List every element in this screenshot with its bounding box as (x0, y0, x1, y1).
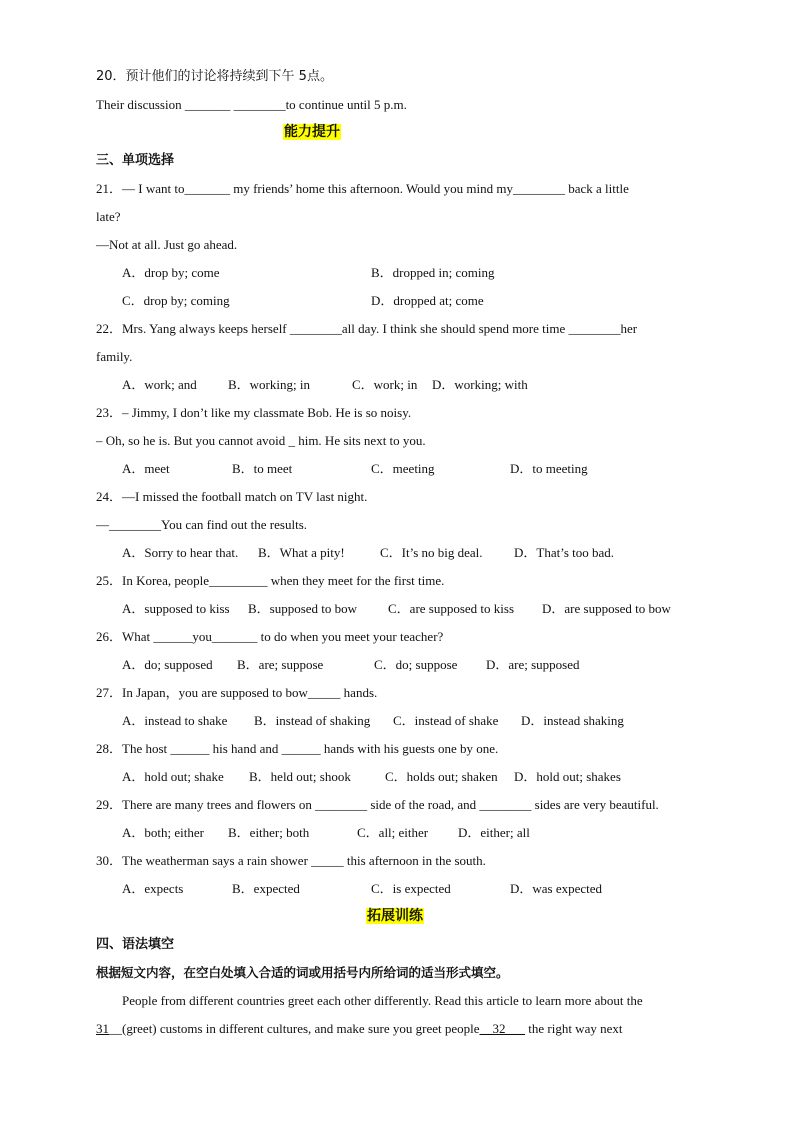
question-30-option-A[interactable]: A．expects (122, 881, 184, 896)
question-27-option-D[interactable]: D．instead shaking (521, 713, 624, 728)
question-22-option-C[interactable]: C．work; in (352, 377, 418, 392)
question-21-line-2: late? (96, 209, 121, 224)
question-22-line-2: family. (96, 349, 133, 364)
question-23-option-C[interactable]: C．meeting (371, 461, 435, 476)
question-25-option-A[interactable]: A．supposed to kiss (122, 601, 230, 616)
question-30-option-B[interactable]: B．expected (232, 881, 300, 896)
question-24-line-2: —________You can find out the results. (96, 517, 308, 532)
question-23-option-D[interactable]: D．to meeting (510, 461, 588, 476)
question-27-option-C[interactable]: C．instead of shake (393, 713, 499, 728)
question-29-line-1: 29．There are many trees and flowers on ________ side of the road, and ________ sides are very beautiful. (96, 797, 659, 812)
question-29-option-A[interactable]: A．both; either (122, 825, 204, 840)
question-23-option-A[interactable]: A．meet (122, 461, 170, 476)
question-21-option-A[interactable]: A．drop by; come (122, 265, 220, 280)
question-26-option-C[interactable]: C．do; suppose (374, 657, 458, 672)
question-22-option-B[interactable]: B．working; in (228, 377, 310, 392)
question-21-option-D[interactable]: D．dropped at; come (371, 293, 484, 308)
question-24-option-A[interactable]: A．Sorry to hear that. (122, 545, 239, 560)
question-21-option-C[interactable]: C．drop by; coming (122, 293, 230, 308)
question-26-line-1: 26．What ______you_______ to do when you meet your teacher? (96, 629, 444, 644)
question-28-option-C[interactable]: C．holds out; shaken (385, 769, 498, 784)
question-28-option-B[interactable]: B．held out; shook (249, 769, 351, 784)
question-23-line-2: – Oh, so he is. But you cannot avoid _ him. He sits next to you. (96, 433, 426, 448)
question-26-option-B[interactable]: B．are; suppose (237, 657, 324, 672)
q20-chinese: 20．预计他们的讨论将持续到下午 5点。 (96, 69, 333, 84)
question-28-option-A[interactable]: A．hold out; shake (122, 769, 224, 784)
question-29-option-C[interactable]: C．all; either (357, 825, 429, 840)
section-heading-ability: 能力提升 (284, 124, 340, 140)
question-22-option-A[interactable]: A．work; and (122, 377, 197, 392)
q20-english: Their discussion _______ ________to continue until 5 p.m. (96, 97, 407, 112)
question-30-line-1: 30．The weatherman says a rain shower _____ this afternoon in the south. (96, 853, 486, 868)
passage-line-2: 31__(greet) customs in different cultures, and make sure you greet people__32___ the right way next (96, 1021, 623, 1036)
question-25-line-1: 25．In Korea, people_________ when they meet for the first time. (96, 573, 445, 588)
question-21-line-1: 21．— I want to_______ my friends’ home this afternoon. Would you mind my________ back a little (96, 181, 629, 196)
question-27-line-1: 27．In Japan，you are supposed to bow_____ hands. (96, 685, 378, 700)
question-21-option-B[interactable]: B．dropped in; coming (371, 265, 495, 280)
question-30-option-C[interactable]: C．is expected (371, 881, 451, 896)
section3-title: 三、单项选择 (96, 153, 175, 168)
blank-31[interactable]: 31 (96, 1021, 109, 1036)
question-28-option-D[interactable]: D．hold out; shakes (514, 769, 621, 784)
question-25-option-B[interactable]: B．supposed to bow (248, 601, 358, 616)
question-24-option-D[interactable]: D．That’s too bad. (514, 545, 615, 560)
question-28-line-1: 28．The host ______ his hand and ______ hands with his guests one by one. (96, 741, 499, 756)
question-27-option-A[interactable]: A．instead to shake (122, 713, 228, 728)
question-25-option-C[interactable]: C．are supposed to kiss (388, 601, 515, 616)
question-21-line-3: —Not at all. Just go ahead. (96, 237, 238, 252)
question-24-option-B[interactable]: B．What a pity! (258, 545, 345, 560)
question-29-option-B[interactable]: B．either; both (228, 825, 310, 840)
section4-title: 四、语法填空 (96, 937, 175, 952)
question-22-line-1: 22．Mrs. Yang always keeps herself ________all day. I think she should spend more time ________her (96, 321, 638, 336)
question-22-option-D[interactable]: D．working; with (432, 377, 528, 392)
question-23-option-B[interactable]: B．to meet (232, 461, 293, 476)
blank-32[interactable]: __32___ (479, 1021, 525, 1036)
question-26-option-A[interactable]: A．do; supposed (122, 657, 213, 672)
question-29-option-D[interactable]: D．either; all (458, 825, 530, 840)
question-26-option-D[interactable]: D．are; supposed (486, 657, 580, 672)
passage-line-1: People from different countries greet each other differently. Read this article to learn more about the (122, 993, 643, 1008)
instruction-text: 根据短文内容，在空白处填入合适的词或用括号内所给词的适当形式填空。 (96, 965, 509, 980)
section-heading-extend: 拓展训练 (367, 908, 423, 924)
question-27-option-B[interactable]: B．instead of shaking (254, 713, 371, 728)
question-23-line-1: 23．– Jimmy, I don’t like my classmate Bob. He is so noisy. (96, 405, 412, 420)
question-30-option-D[interactable]: D．was expected (510, 881, 603, 896)
question-24-option-C[interactable]: C．It’s no big deal. (380, 545, 483, 560)
question-25-option-D[interactable]: D．are supposed to bow (542, 601, 671, 616)
question-24-line-1: 24．—I missed the football match on TV last night. (96, 489, 368, 504)
